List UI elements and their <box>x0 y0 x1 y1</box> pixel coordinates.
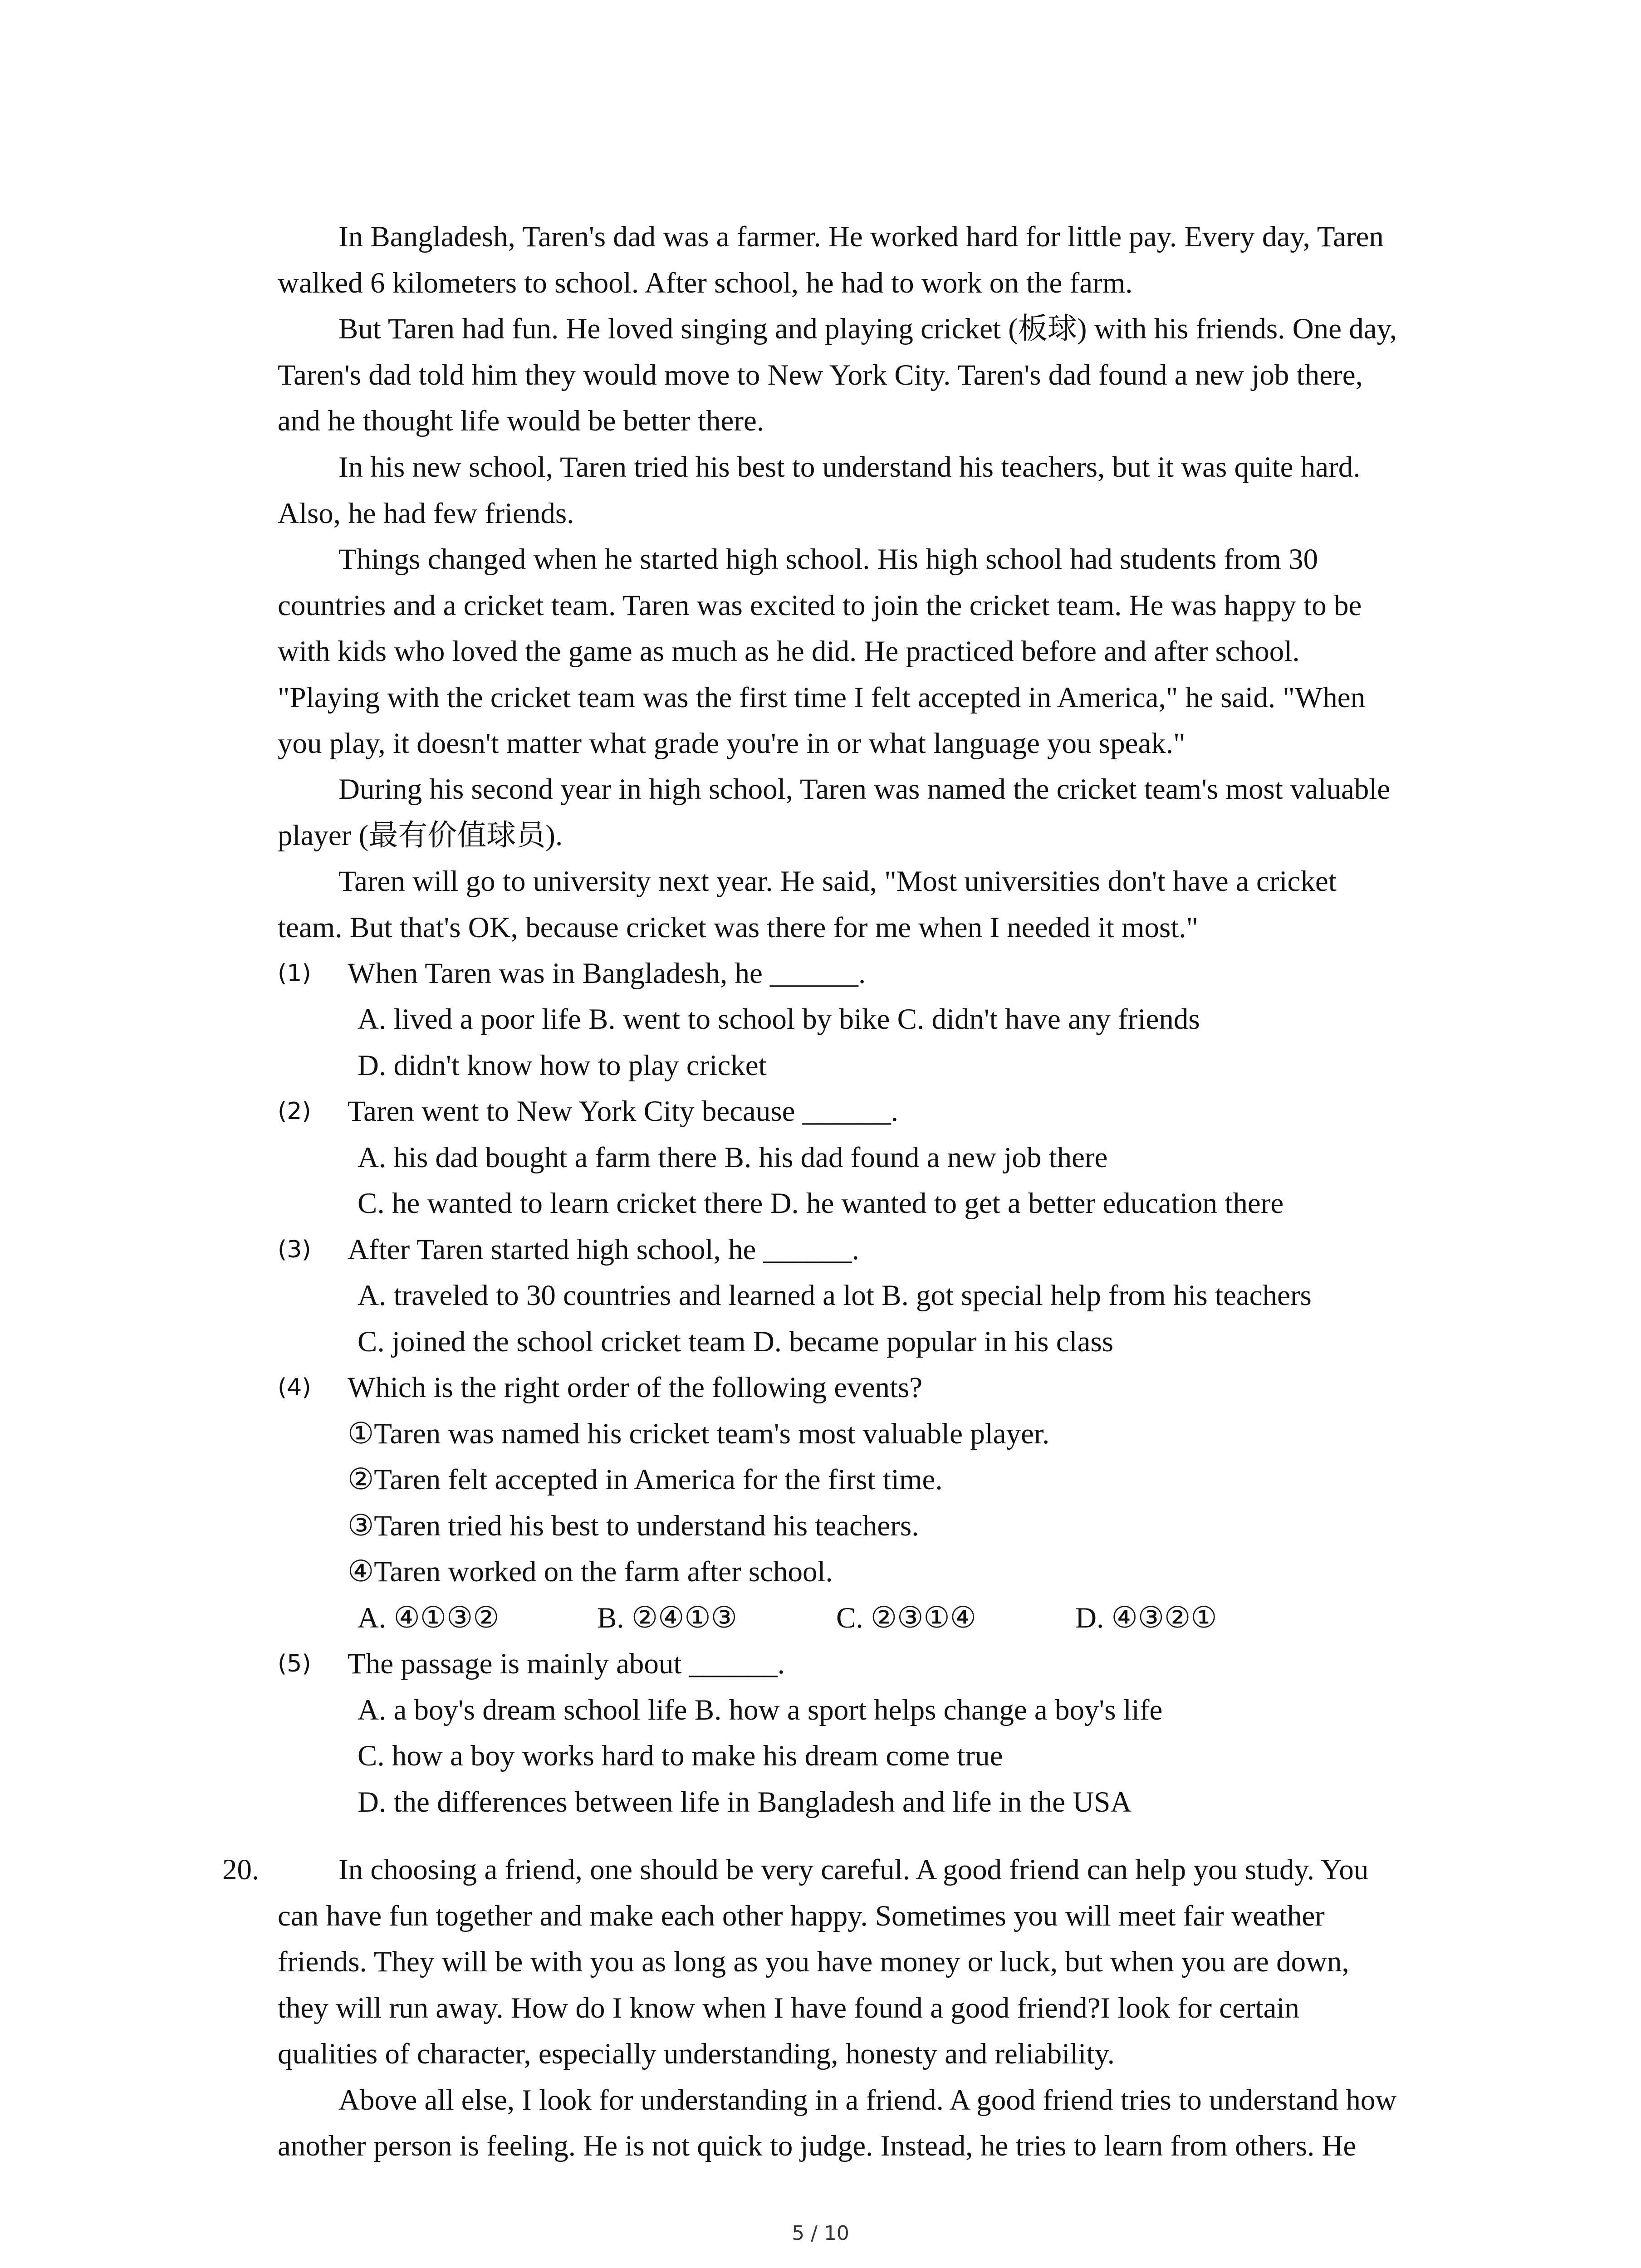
text-span: walked 6 kilometers to school. After school, he had to work on the farm. <box>278 266 1133 299</box>
text-line <box>278 721 1457 767</box>
question-options: A. traveled to 30 countries and learned a lot B. got special help from his teachers <box>358 1279 1312 1312</box>
page-number: 5 / 10 <box>792 2222 849 2245</box>
text-line <box>278 352 1457 399</box>
text-span: During his second year in high school, Taren was named the cricket team's most valuable <box>338 773 1391 806</box>
text-span: Taren will go to university next year. He said, "Most universities don't have a cricket <box>338 865 1337 898</box>
text-line <box>278 445 1457 491</box>
question-options: C. joined the school cricket team D. became popular in his class <box>358 1325 1114 1358</box>
text-span: Above all else, I look for understanding in a friend. A good friend tries to understand how <box>338 2083 1397 2116</box>
text-span: and he thought life would be better there. <box>278 405 764 437</box>
passage-paragraph-5 <box>278 767 1457 859</box>
passage-paragraph-2 <box>278 306 1457 445</box>
passage-paragraph-4 <box>278 537 1457 767</box>
choice-b: B. ②④①③ <box>597 1602 737 1634</box>
question-options: A. lived a poor life B. went to school by bike C. didn't have any friends <box>358 1003 1200 1036</box>
event-item: ④Taren worked on the farm after school. <box>348 1555 833 1588</box>
question-number: (4) <box>278 1374 311 1401</box>
event-item: ①Taren was named his cricket team's most valuable player. <box>348 1418 1050 1450</box>
question-number: (2) <box>278 1098 311 1125</box>
question-stem: Which is the right order of the following events? <box>348 1371 923 1404</box>
text-span: In his new school, Taren tried his best to understand his teachers, but it was quite hard. <box>338 451 1361 484</box>
text-line <box>278 1893 1457 1940</box>
text-line <box>278 537 1457 583</box>
question-stem: The passage is mainly about ______. <box>348 1647 785 1680</box>
passage-paragraph-3 <box>278 445 1457 537</box>
text-line <box>278 813 1457 859</box>
text-span: Things changed when he started high school. His high school had students from 30 <box>338 543 1318 576</box>
text-span: they will run away. How do I know when I have found a good friend?I look for certain <box>278 1991 1300 2024</box>
text-span: you play, it doesn't matter what grade you're in or what language you speak." <box>278 727 1185 760</box>
question-20-number: 20. <box>222 1853 260 1886</box>
text-line <box>278 859 1457 905</box>
text-line <box>278 905 1457 951</box>
choice-d: D. ④③②① <box>1075 1602 1217 1634</box>
question-options: D. didn't know how to play cricket <box>358 1049 767 1082</box>
text-line <box>278 1847 1457 1893</box>
question-number: (5) <box>278 1650 311 1677</box>
question-stem: After Taren started high school, he ______. <box>348 1233 859 1266</box>
text-span: can have fun together and make each other happy. Sometimes you will meet fair weather <box>278 1899 1325 1932</box>
text-span: with kids who loved the game as much as he did. He practiced before and after school. <box>278 635 1300 668</box>
text-line <box>278 1985 1457 2032</box>
question-stem: Taren went to New York City because ______. <box>348 1095 898 1128</box>
event-item: ③Taren tried his best to understand his teachers. <box>348 1510 919 1542</box>
text-span: Taren's dad told him they would move to New York City. Taren's dad found a new job there, <box>278 358 1363 391</box>
question-number: (3) <box>278 1236 311 1263</box>
text-line <box>278 629 1457 675</box>
text-line <box>278 2123 1457 2170</box>
question-options: A. a boy's dream school life B. how a sport helps change a boy's life <box>358 1694 1163 1726</box>
text-line <box>278 2031 1457 2077</box>
text-line <box>278 2077 1457 2124</box>
text-line <box>278 583 1457 629</box>
text-span: friends. They will be with you as long as you have money or luck, but when you are down, <box>278 1945 1349 1978</box>
text-span: Also, he had few friends. <box>278 497 574 530</box>
text-line <box>278 767 1457 813</box>
question-options: D. the differences between life in Bangladesh and life in the USA <box>358 1786 1132 1818</box>
text-span: qualities of character, especially understanding, honesty and reliability. <box>278 2038 1115 2070</box>
text-span: But Taren had fun. He loved singing and playing cricket (板球) with his friends. One day, <box>338 313 1397 345</box>
passage-paragraph-1 <box>278 214 1457 306</box>
question-stem: When Taren was in Bangladesh, he ______. <box>348 957 866 990</box>
text-span: "Playing with the cricket team was the first time I felt accepted in America," he said. "When <box>278 681 1366 714</box>
event-item: ②Taren felt accepted in America for the first time. <box>348 1463 943 1496</box>
text-span: countries and a cricket team. Taren was excited to join the cricket team. He was happy to be <box>278 589 1362 622</box>
text-span: another person is feeling. He is not quick to judge. Instead, he tries to learn from others. He <box>278 2130 1357 2162</box>
passage-20 <box>278 1847 1457 2170</box>
text-span: team. But that's OK, because cricket was there for me when I needed it most." <box>278 911 1199 944</box>
choice-c: C. ②③①④ <box>836 1602 976 1634</box>
text-line <box>278 398 1457 445</box>
question-options: C. he wanted to learn cricket there D. he wanted to get a better education there <box>358 1187 1284 1220</box>
question-options: C. how a boy works hard to make his dream come true <box>358 1740 1003 1772</box>
text-line <box>278 260 1457 307</box>
text-line <box>278 214 1457 260</box>
passage-paragraph-6 <box>278 859 1457 951</box>
text-span: In Bangladesh, Taren's dad was a farmer. He worked hard for little pay. Every day, Taren <box>338 220 1384 253</box>
text-span: In choosing a friend, one should be very careful. A good friend can help you study. You <box>338 1853 1369 1886</box>
text-line <box>278 675 1457 721</box>
question-options: A. his dad bought a farm there B. his dad found a new job there <box>358 1141 1108 1174</box>
text-line <box>278 491 1457 537</box>
text-line <box>278 306 1457 352</box>
question-number: (1) <box>278 960 311 987</box>
choice-a: A. ④①③② <box>358 1602 500 1634</box>
text-line <box>278 1939 1457 1985</box>
text-span: player (最有价值球员). <box>278 819 563 852</box>
